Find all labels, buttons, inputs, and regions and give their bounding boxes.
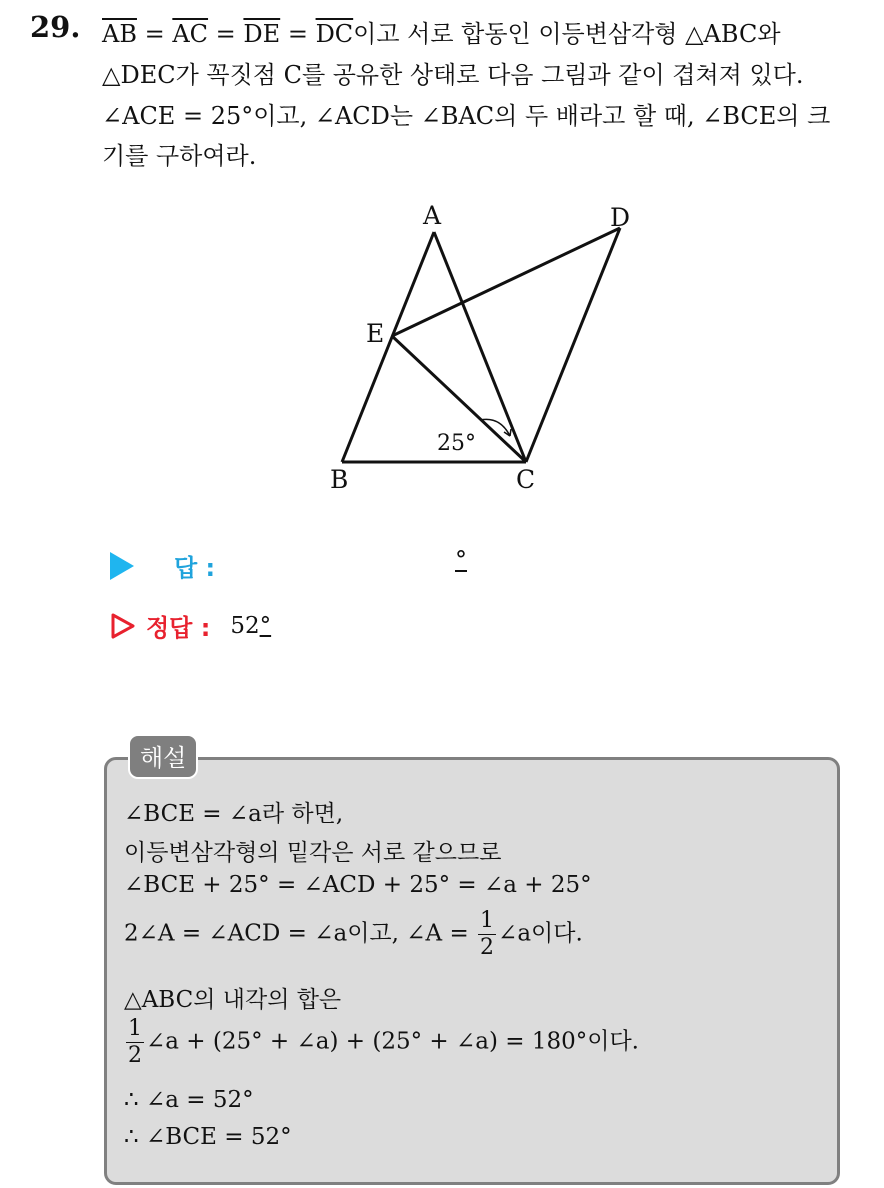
segment-ac-line — [434, 232, 526, 462]
correct-answer-row — [110, 608, 271, 643]
segment-de: $\overline{DE}$ — [243, 20, 281, 48]
solution-line-7: ∴ ∠a = 52° — [124, 1087, 254, 1113]
triangle-figure — [300, 190, 660, 500]
question-line-4: 기를 구하여라. — [102, 142, 257, 170]
segment-dc-line — [526, 228, 620, 462]
question-line-2: △DEC가 꼭짓점 C를 공유한 상태로 다음 그림과 같이 겹쳐져 있다. — [102, 61, 804, 89]
solution-line-5: △ABC의 내각의 합은 — [124, 987, 342, 1013]
angle-label: 25° — [437, 431, 476, 456]
point-label-c: C — [516, 465, 536, 494]
point-label-b: B — [330, 465, 349, 494]
fraction-half: $\frac{1}{2}$ — [128, 1016, 142, 1068]
answer-label: 답 : — [174, 554, 216, 582]
question-line-1: $\overline{AB} = \overline{AC} = \overline{DE} = \overline{DC}$이고 서로 합동인 이등변삼각형 △ABC와 — [102, 20, 781, 48]
point-label-e: E — [366, 319, 385, 348]
solution-line-4: 2∠A = ∠ACD = ∠a이고, ∠A = $\frac{1}{2}$ ∠a이다. — [124, 908, 583, 960]
solution-line-8: ∴ ∠BCE = 52° — [124, 1124, 292, 1150]
outline-triangle-icon — [110, 612, 136, 640]
play-triangle-icon — [110, 552, 134, 580]
solution-line-2: 이등변삼각형의 밑각은 서로 같으므로 — [124, 840, 502, 866]
point-label-d: D — [610, 203, 631, 232]
correct-answer-label: 정답 : — [146, 614, 211, 642]
point-label-a: A — [423, 201, 442, 230]
question-line-3: ∠ACE = 25°이고, ∠ACD는 ∠BAC의 두 배라고 할 때, ∠BCE의 크 — [102, 102, 831, 130]
fraction-half: $\frac{1}{2}$ — [480, 908, 495, 960]
segment-ed-line — [392, 228, 620, 336]
solution-line-1: ∠BCE = ∠a라 하면, — [124, 801, 344, 827]
solution-line-3: ∠BCE + 25° = ∠ACD + 25° = ∠a + 25° — [124, 872, 592, 898]
segment-ab-line — [342, 232, 434, 462]
segment-ac: $\overline{AC}$ — [172, 20, 209, 48]
question-number: 29. — [30, 10, 81, 44]
solution-tag: 해설 — [128, 734, 198, 779]
segment-dc: $\overline{DC}$ — [315, 20, 354, 48]
answer-row — [110, 548, 215, 583]
segment-ab: $\overline{AB}$ — [102, 20, 137, 48]
solution-line-6: $\frac{1}{2}$ ∠a + (25° + ∠a) + (25° + ∠a) = 180°이다. — [128, 1016, 639, 1068]
correct-answer-value: 52° — [230, 612, 272, 639]
answer-input[interactable]: ° — [455, 546, 467, 574]
